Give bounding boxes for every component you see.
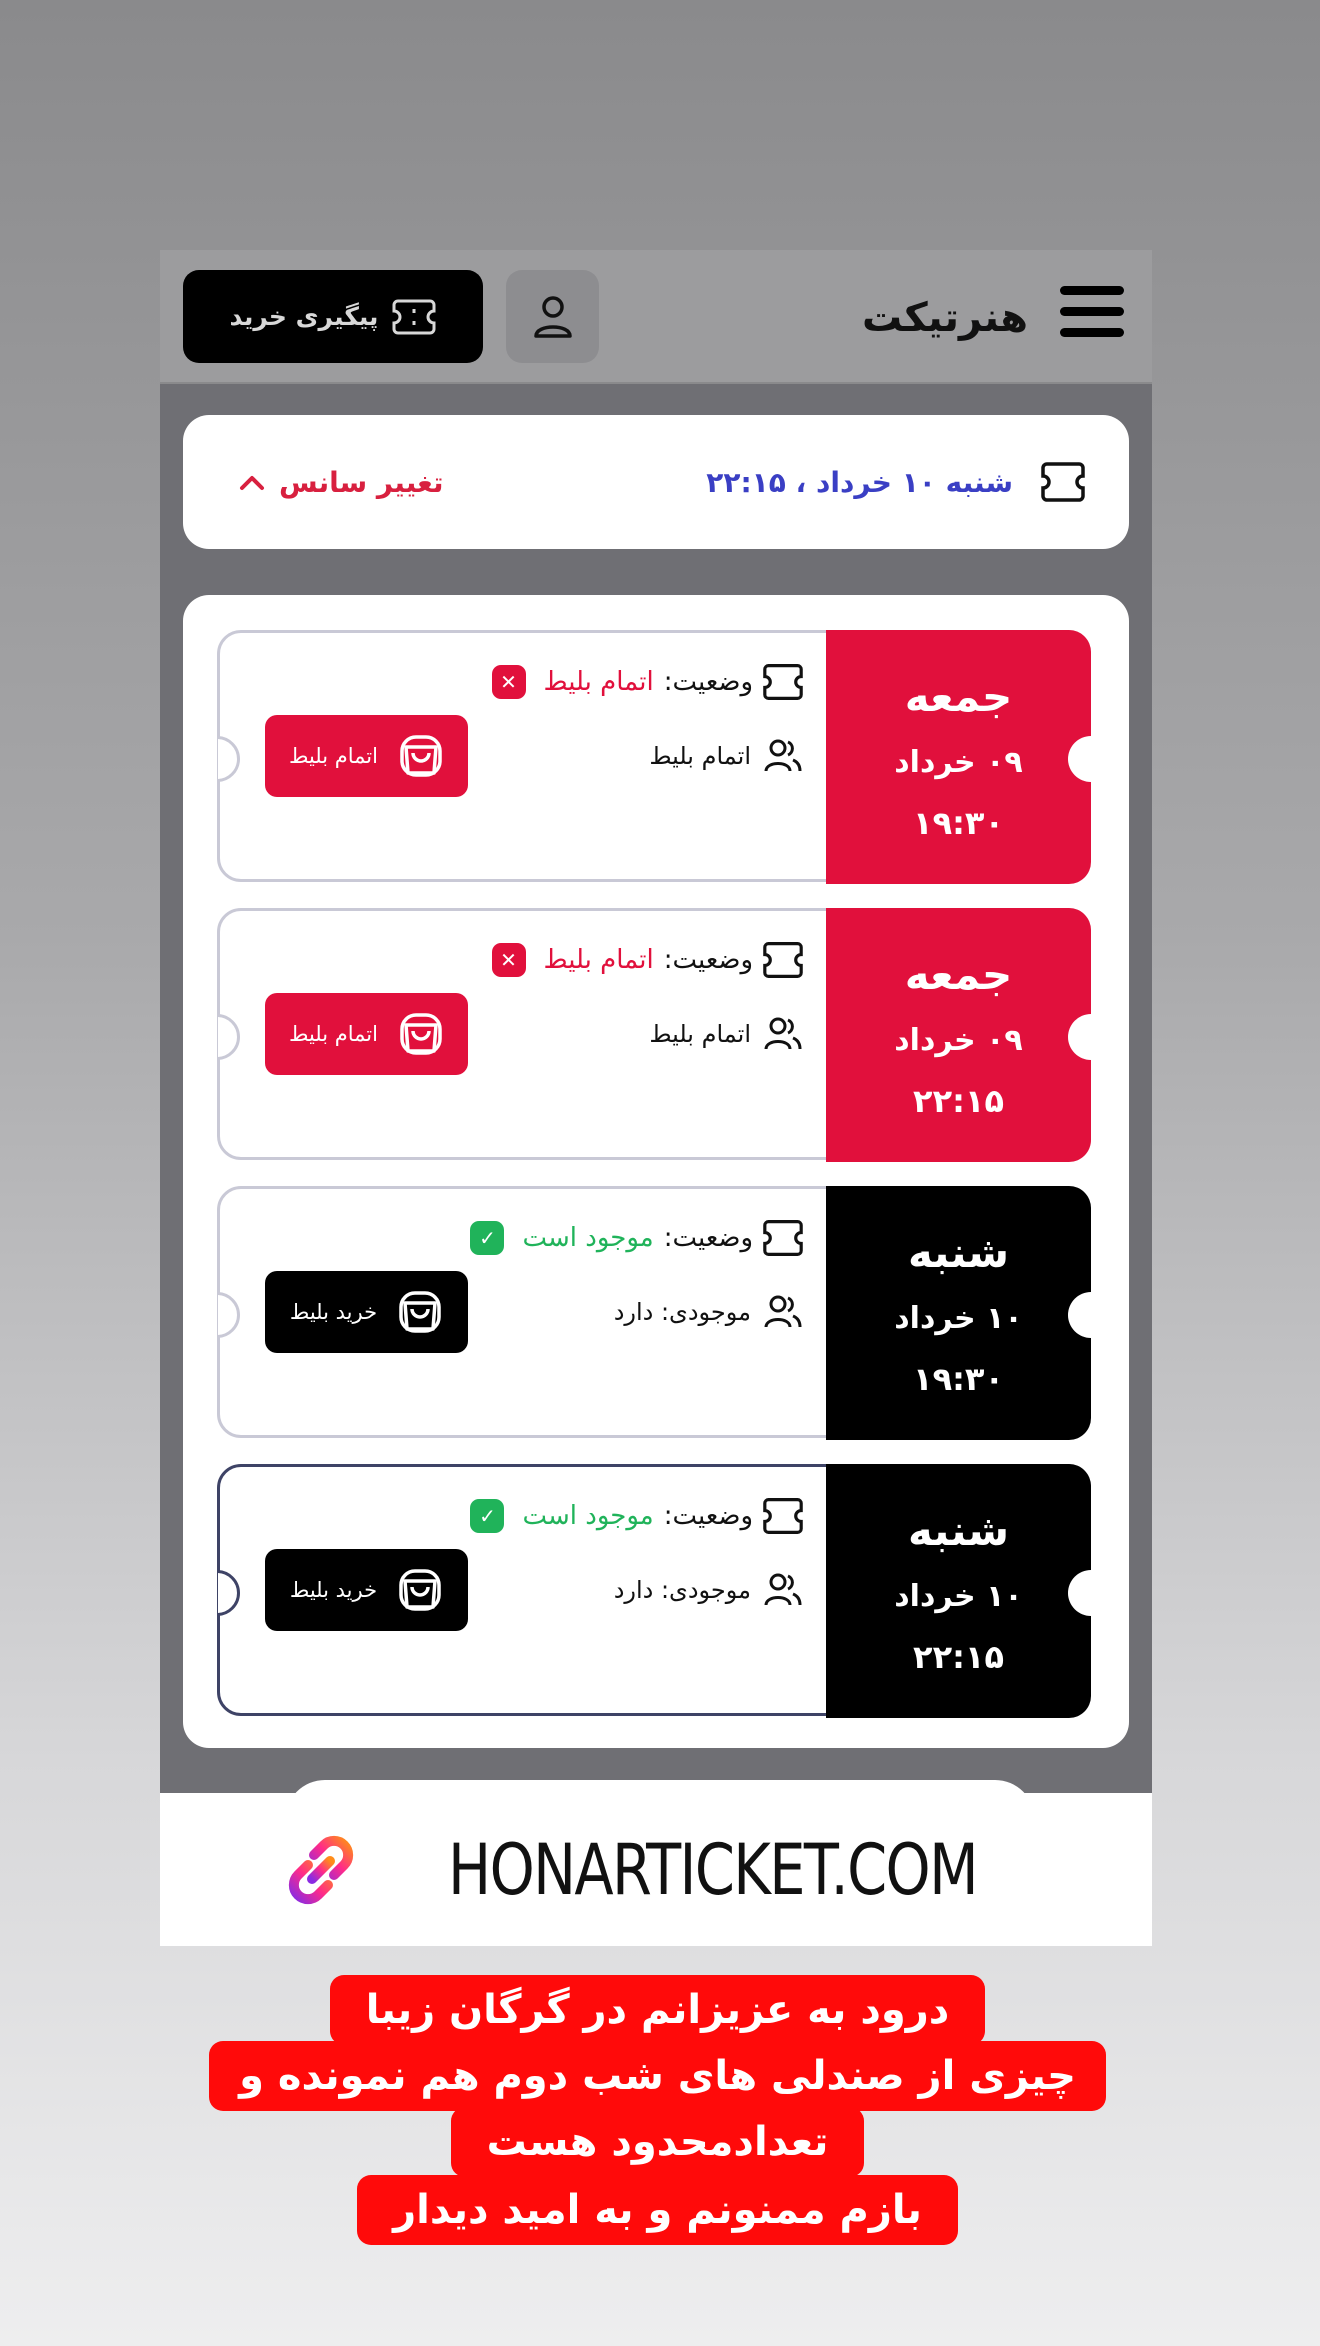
ticket-notch <box>194 1014 240 1060</box>
chevron-up-icon <box>239 473 265 491</box>
ticket-stock-row <box>649 733 803 779</box>
ticket-icon <box>763 662 803 702</box>
status-label: وضعیت: <box>663 1223 753 1253</box>
user-account-button[interactable] <box>506 270 599 363</box>
ticket-day: جمعه <box>904 672 1013 721</box>
status-label: وضعیت: <box>663 1501 753 1531</box>
users-icon <box>763 738 803 774</box>
caption-line: بازم ممنونم و به امید دیدار <box>357 2175 958 2245</box>
buy-ticket-button[interactable] <box>265 1271 468 1353</box>
action-label: خرید بلیط <box>289 1300 378 1324</box>
status-value: اتمام بلیط <box>543 667 654 697</box>
soldout-button[interactable] <box>265 715 468 797</box>
close-icon: ✕ <box>492 665 526 699</box>
ticket-date-stub <box>826 908 1091 1162</box>
change-session-button[interactable] <box>239 415 444 549</box>
ticket-status-row <box>492 937 803 983</box>
ticket-icon <box>763 940 803 980</box>
shopping-bag-icon <box>398 733 444 779</box>
status-value: اتمام بلیط <box>543 945 654 975</box>
ticket-day: شنبه <box>907 1228 1010 1277</box>
ticket-time: ۱۹:۳۰ <box>913 1360 1004 1398</box>
ticket-date-stub <box>826 630 1091 884</box>
brand-logo[interactable]: هنرتیکت <box>862 295 1028 341</box>
ticket-notch <box>1068 1014 1114 1060</box>
ticket-day: جمعه <box>904 950 1013 999</box>
caption-line: تعدادمحدود هست <box>451 2107 865 2177</box>
shopping-bag-icon <box>397 1289 443 1335</box>
app-frame <box>160 250 1152 1946</box>
ticket-notch <box>194 736 240 782</box>
stock-value: موجودی: دارد <box>613 1576 751 1604</box>
ticket-notch <box>1068 1570 1114 1616</box>
ticket-icon <box>763 1496 803 1536</box>
ticket-time: ۱۹:۳۰ <box>913 804 1004 842</box>
track-purchase-label: پیگیری خرید <box>229 302 379 331</box>
hamburger-menu-icon[interactable] <box>1060 286 1124 346</box>
session-list <box>183 595 1129 1748</box>
ticket-time: ۲۲:۱۵ <box>913 1638 1004 1676</box>
ticket-stock-row <box>649 1011 803 1057</box>
ticket-date: ۰۹ خرداد <box>894 1023 1023 1058</box>
ticket-stock-row <box>614 1567 803 1613</box>
buy-ticket-button[interactable] <box>265 1549 468 1631</box>
action-label: اتمام بلیط <box>289 744 378 768</box>
ticket-notch <box>1068 1292 1114 1338</box>
ticket-date: ۱۰ خرداد <box>894 1579 1023 1614</box>
ticket-stock-row <box>614 1289 803 1335</box>
ticket-date: ۰۹ خرداد <box>894 745 1023 780</box>
caption-line: درود به عزیزانم در گرگان زیبا <box>330 1975 986 2045</box>
users-icon <box>763 1572 803 1608</box>
status-value: موجود است <box>522 1501 654 1531</box>
shopping-bag-icon <box>398 1011 444 1057</box>
ticket-icon <box>763 1218 803 1258</box>
change-session-label: تغییر سانس <box>279 465 444 499</box>
check-icon: ✓ <box>470 1499 504 1533</box>
check-icon: ✓ <box>470 1221 504 1255</box>
soldout-button[interactable] <box>265 993 468 1075</box>
close-icon: ✕ <box>492 943 526 977</box>
selected-session-label: شنبه ۱۰ خرداد ، ۲۲:۱۵ <box>706 465 1013 499</box>
ticket-time: ۲۲:۱۵ <box>913 1082 1004 1120</box>
ticket-icon <box>1041 460 1085 504</box>
link-url-text: HONARTICKET.COM <box>448 1828 978 1911</box>
ticket-status-row <box>492 659 803 705</box>
users-icon <box>763 1294 803 1330</box>
status-label: وضعیت: <box>663 945 753 975</box>
selected-session-card <box>183 415 1129 549</box>
session-ticket-selected[interactable] <box>217 1464 1091 1716</box>
track-purchase-button[interactable] <box>183 270 483 363</box>
ticket-date-stub <box>826 1186 1091 1440</box>
stock-value: اتمام بلیط <box>649 742 751 770</box>
session-ticket[interactable] <box>217 630 1091 882</box>
users-icon <box>763 1016 803 1052</box>
shopping-bag-icon <box>397 1567 443 1613</box>
link-sticker[interactable] <box>160 1793 1152 1946</box>
top-header <box>160 250 1152 384</box>
caption-line: چیزی از صندلی های شب دوم هم نمونده و <box>209 2041 1106 2111</box>
ticket-status-row <box>470 1215 803 1261</box>
ticket-date: ۱۰ خرداد <box>894 1301 1023 1336</box>
ticket-day: شنبه <box>907 1506 1010 1555</box>
user-icon <box>532 294 574 340</box>
ticket-notch <box>194 1292 240 1338</box>
stock-value: اتمام بلیط <box>649 1020 751 1048</box>
ticket-status-row <box>470 1493 803 1539</box>
status-value: موجود است <box>522 1223 654 1253</box>
link-icon <box>276 1825 366 1915</box>
action-label: اتمام بلیط <box>289 1022 378 1046</box>
ticket-notch <box>1068 736 1114 782</box>
session-ticket[interactable] <box>217 908 1091 1160</box>
action-label: خرید بلیط <box>289 1578 378 1602</box>
ticket-notch <box>194 1570 240 1616</box>
ticket-date-stub <box>826 1464 1091 1718</box>
ticket-icon <box>392 297 436 337</box>
session-ticket[interactable] <box>217 1186 1091 1438</box>
stock-value: موجودی: دارد <box>613 1298 751 1326</box>
status-label: وضعیت: <box>663 667 753 697</box>
